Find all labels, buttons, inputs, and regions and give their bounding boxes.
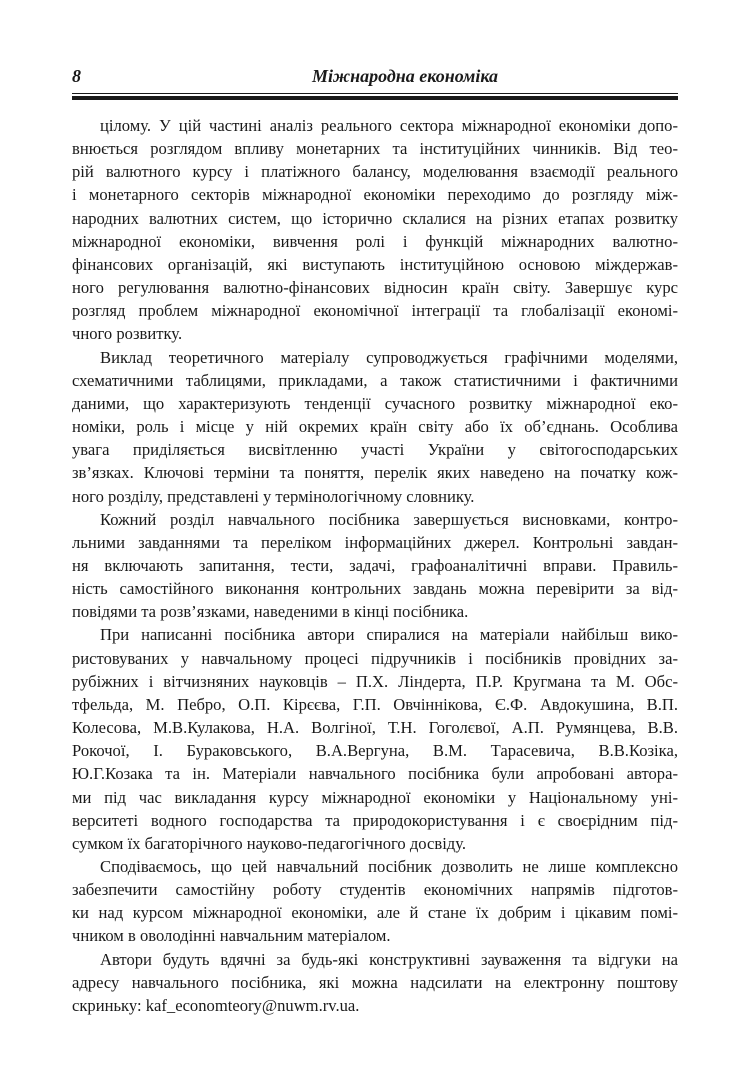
text-line: схематичними таблицями, прикладами, а також статистичними і фактичними	[72, 370, 678, 390]
text-line: і монетарного секторів міжнародної економіки переходимо до розгляду між-	[72, 185, 678, 205]
paragraph	[72, 114, 678, 346]
text-line: розгляд проблем міжнародної економічної інтеграції та глобалізації економі-	[72, 301, 678, 321]
text-line: Рокочої, І. Бураковського, В.А.Вергуна, В.М. Тарасевича, В.В.Козіка,	[72, 741, 678, 761]
text-line: цілому. У цій частині аналіз реального сектора міжнародної економіки допо-	[100, 116, 678, 135]
text-line: номіки, роль і місце у ній окремих країн світу або їх об’єднань. Особлива	[72, 417, 678, 437]
text-line: ристовуваних у навчальному процесі підручників і посібників провідних за-	[72, 648, 678, 668]
text-line: увага приділяється висвітленню участі України у світогосподарських	[72, 440, 678, 460]
text-line: ки над курсом міжнародної економіки, але й стане їх добрим і цікавим помі-	[72, 903, 678, 923]
text-line: адресу навчального посібника, які можна надсилати на електронну поштову	[72, 972, 678, 992]
text-line: ного розділу, представлені у термінологічному словнику.	[72, 486, 475, 506]
text-line: ність самостійного виконання контрольних завдань можна перевірити за від-	[72, 579, 678, 599]
text-line: фінансових організацій, які виступають інституційною основою міждержав-	[72, 254, 678, 274]
text-line: Ю.Г.Козака та ін. Матеріали навчального посібника були апробовані автора-	[72, 764, 678, 784]
header-rule-thick	[72, 96, 678, 100]
text-line: сумком їх багаторічного науково-педагогічного досвіду.	[72, 833, 467, 853]
text-line: зв’язках. Ключові терміни та поняття, перелік яких наведено на початку кож-	[72, 463, 678, 483]
text-line: скриньку: kaf_economteory@nuwm.rv.ua.	[72, 995, 360, 1015]
text-line: внюється розглядом впливу монетарних та інституційних чинників. Від тео-	[72, 139, 678, 159]
text-line: При написанні посібника автори спиралися на матеріали найбільш вико-	[100, 625, 678, 645]
text-line: ми під час викладання курсу міжнародної економіки у Національному уні-	[72, 787, 678, 807]
paragraph	[72, 346, 678, 508]
body-text	[72, 114, 678, 1017]
paragraph	[72, 855, 678, 948]
text-line: чного розвитку.	[72, 324, 183, 344]
text-line: Автори будуть вдячні за будь-які конструктивні зауваження та відгуки на	[100, 949, 678, 969]
page-header	[72, 66, 678, 88]
text-line: Виклад теоретичного матеріалу супроводжується графічними моделями,	[100, 347, 678, 367]
page-number: 8	[72, 66, 81, 86]
text-line: даними, що характеризують тенденції сучасного розвитку міжнародної еко-	[72, 393, 678, 413]
text-line: Колесова, М.В.Кулакова, Н.А. Волгіної, Т.Н. Гоголєвої, А.П. Румянцева, В.В.	[72, 718, 678, 738]
paragraph	[72, 948, 678, 1017]
paragraph	[72, 623, 678, 855]
running-title: Міжнародна економіка	[311, 66, 499, 86]
text-line: рій валютного курсу і платіжного балансу, моделювання взаємодії реального	[72, 162, 678, 182]
text-line: ного регулювання валютно-фінансових відносин країн світу. Завершує курс	[72, 278, 678, 298]
text-line: забезпечити самостійну роботу студентів економічних напрямів підготов-	[72, 880, 678, 900]
text-line: народних валютних систем, що історично склалися на різних етапах розвитку	[72, 208, 678, 228]
paragraph	[72, 508, 678, 624]
text-line: чником в оволодінні навчальним матеріалом.	[72, 926, 391, 946]
text-line: ня включають запитання, тести, задачі, графоаналітичні вправи. Правиль-	[72, 555, 678, 575]
text-line: льними завданнями та переліком інформаційних джерел. Контрольні завдан-	[72, 532, 678, 552]
text-line: Сподіваємось, що цей навчальний посібник дозволить не лише комплексно	[100, 857, 678, 876]
header-rule-thin	[72, 93, 678, 94]
text-line: тфельда, М. Пебро, О.П. Кірєєва, Г.П. Овчіннікова, Є.Ф. Авдокушина, В.П.	[72, 694, 678, 714]
text-line: повідями та розв’язками, наведеними в кінці посібника.	[72, 602, 469, 622]
text-line: Кожний розділ навчального посібника завершується висновками, контро-	[100, 509, 678, 529]
text-line: верситеті водного господарства та природокористування і є своєрідним під-	[72, 810, 678, 830]
text-line: міжнародної економіки, вивчення ролі і функцій міжнародних валютно-	[72, 231, 678, 251]
text-line: рубіжних і вітчизняних науковців – П.Х. Ліндерта, П.Р. Кругмана та М. Обс-	[72, 671, 678, 691]
